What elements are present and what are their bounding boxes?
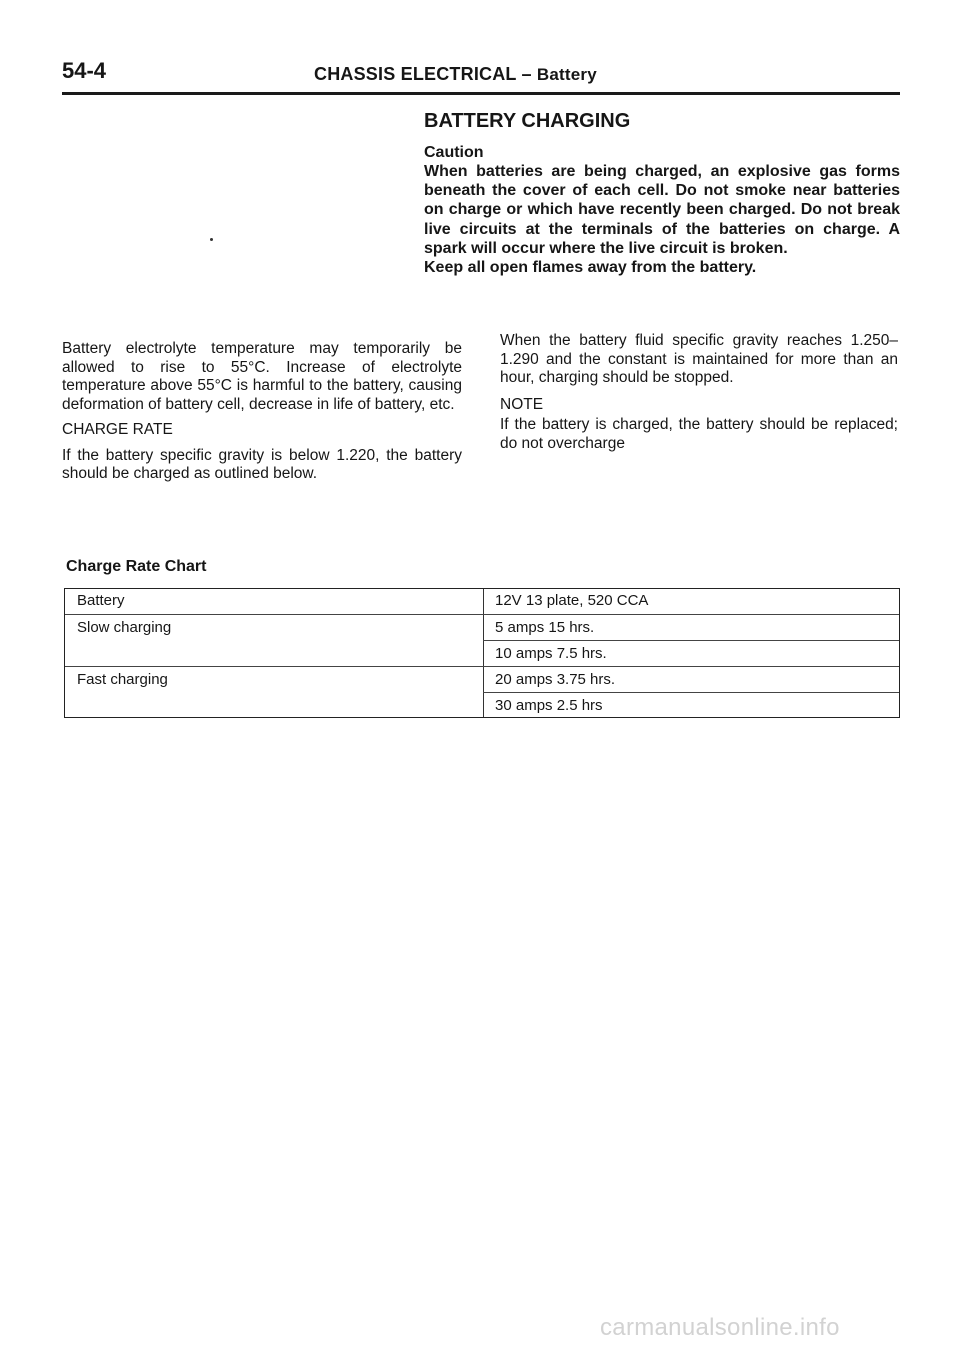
- row-value-fast-2: 30 amps 2.5 hrs: [495, 697, 603, 714]
- subsection-name: Battery: [536, 65, 597, 84]
- charge-rate-heading: CHARGE RATE: [62, 421, 173, 438]
- charge-rate-chart-title: Charge Rate Chart: [66, 558, 207, 575]
- section-title: [314, 64, 597, 85]
- electrolyte-temperature-paragraph: Battery electrolyte temperature may temporarily be allowed to rise to 55°C. Increase of electrolyte temperature above 55°C is harmful to the battery, causing deformation of battery cell, decrease in life of battery, etc.: [62, 340, 462, 413]
- caution-text: When batteries are being charged, an explosive gas forms beneath the cover of each cell. Do not smoke near batteries on charge or which have recently been charged. Do not break live circuits at the terminals of the batteries on charge. A spark will occur where the live circuit is broken.: [424, 163, 900, 257]
- note-text: If the battery is charged, the battery should be replaced; do not overcharge: [500, 416, 898, 452]
- page-header: [62, 58, 900, 95]
- row-value-battery: 12V 13 plate, 520 CCA: [495, 592, 649, 609]
- section-name: CHASSIS ELECTRICAL: [314, 64, 517, 84]
- battery-charging-heading: BATTERY CHARGING: [424, 110, 631, 132]
- row-label-slow-charging: Slow charging: [77, 619, 172, 636]
- specific-gravity-paragraph: If the battery specific gravity is below 1.220, the battery should be charged as outlined below.: [62, 446, 462, 482]
- row-divider: [483, 640, 899, 641]
- row-value-fast-1: 20 amps 3.75 hrs.: [495, 671, 616, 688]
- row-value-slow-2: 10 amps 7.5 hrs.: [495, 645, 607, 662]
- row-value-slow-1: 5 amps 15 hrs.: [495, 619, 595, 636]
- charge-rate-chart-table: [64, 588, 900, 718]
- stop-charging-paragraph: When the battery fluid specific gravity reaches 1.250–1.290 and the constant is maintained for more than an hour, charging should be stopped.: [500, 332, 898, 386]
- stray-dot: [210, 238, 213, 241]
- column-divider: [483, 589, 484, 717]
- right-column: [500, 332, 898, 453]
- left-column: [62, 340, 462, 484]
- row-divider: [65, 666, 899, 667]
- note-label: NOTE: [500, 395, 544, 413]
- page-number: 54-4: [62, 58, 107, 83]
- row-label-battery: Battery: [77, 592, 125, 609]
- caution-label: Caution: [424, 144, 484, 161]
- caution-open-flames: Keep all open flames away from the battery.: [424, 259, 757, 277]
- row-divider: [483, 692, 899, 693]
- row-label-fast-charging: Fast charging: [77, 671, 168, 688]
- watermark: carmanualsonline.info: [600, 1314, 840, 1341]
- row-divider: [65, 614, 899, 615]
- battery-charging-section: [424, 110, 900, 277]
- title-dash: –: [521, 64, 532, 84]
